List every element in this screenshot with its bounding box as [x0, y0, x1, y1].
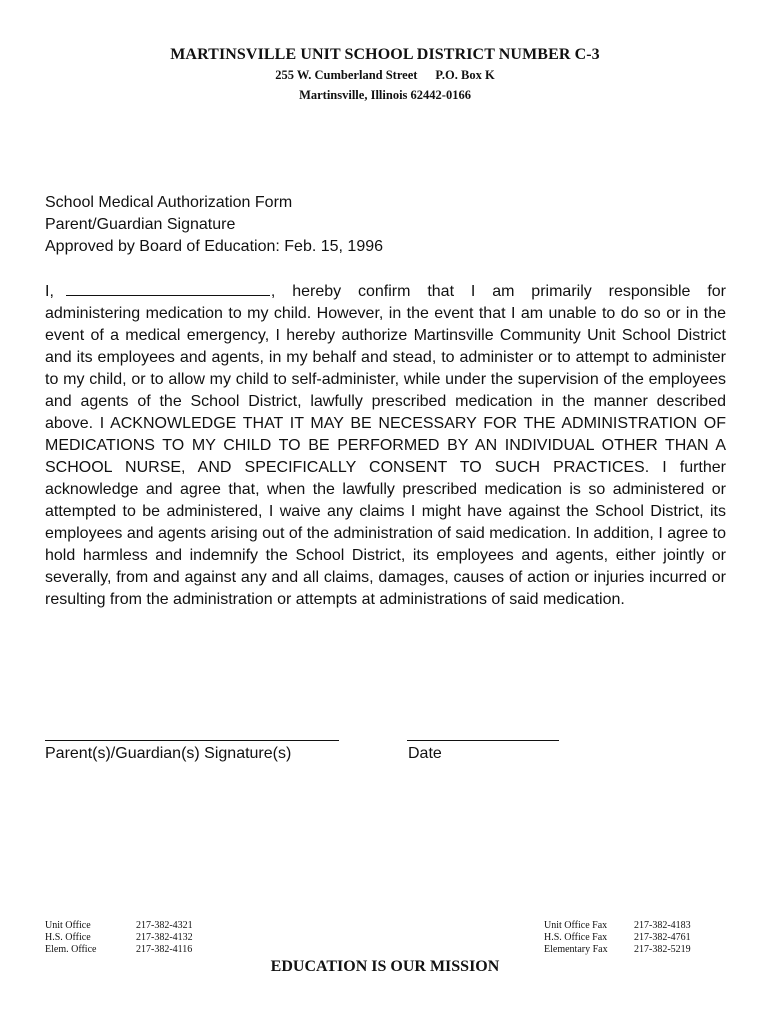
form-info	[45, 192, 383, 258]
city-state-zip: Martinsville, Illinois 62442-0166	[299, 88, 471, 102]
authorization-paragraph	[45, 280, 726, 611]
footer-phone: 217-382-4132	[136, 932, 193, 943]
footer-phone: 217-382-4116	[136, 944, 193, 955]
footer-fax-labels	[544, 920, 608, 956]
signature-label: Parent(s)/Guardian(s) Signature(s)	[45, 745, 292, 762]
parent-name-blank[interactable]	[66, 280, 270, 296]
form-subtitle: Parent/Guardian Signature	[45, 216, 236, 233]
footer-fax: 217-382-4761	[634, 932, 691, 943]
footer-fax-numbers	[634, 920, 691, 956]
footer-label: Elem. Office	[45, 944, 97, 955]
footer-label: Unit Office	[45, 920, 91, 931]
footer-label: Elementary Fax	[544, 944, 608, 955]
footer-office-labels	[45, 920, 96, 956]
street-address-line	[0, 67, 770, 84]
footer-label: H.S. Office	[45, 932, 91, 943]
footer-label: Unit Office Fax	[544, 920, 608, 931]
form-title: School Medical Authorization Form	[45, 194, 293, 211]
footer-fax: 217-382-5219	[634, 944, 691, 955]
date-label: Date	[408, 745, 442, 762]
footer-phone: 217-382-4321	[136, 920, 193, 931]
po-box: P.O. Box K	[435, 68, 495, 82]
street-address: 255 W. Cumberland Street	[275, 68, 418, 82]
footer-label: H.S. Office Fax	[544, 932, 608, 943]
footer-fax: 217-382-4183	[634, 920, 691, 931]
letterhead	[0, 46, 770, 104]
paragraph-lead: I,	[45, 283, 54, 300]
approval-line: Approved by Board of Education: Feb. 15, 1996	[45, 238, 384, 255]
date-line[interactable]	[407, 740, 559, 741]
signature-line[interactable]	[45, 740, 339, 741]
mission-statement: EDUCATION IS OUR MISSION	[270, 958, 500, 975]
district-name: MARTINSVILLE UNIT SCHOOL DISTRICT NUMBER C-3	[170, 46, 600, 63]
paragraph-text: , hereby confirm that I am primarily responsible for administering medication to my child. However, in the event that I am unable to do so or in the event of a medical emergency, I hereby authorize Martinsville Community Unit School District and its employees and agents, in my behalf and stead, to administer or to attempt to administer to my child, or to allow my child to self-administer, while under the supervision of the employees and agents of the School District, lawfully prescribed medication in the manner described above. I ACKNOWLEDGE THAT IT MAY BE NECESSARY FOR THE ADMINISTRATION OF MEDICATIONS TO MY CHILD TO BE PERFORMED BY AN INDIVIDUAL OTHER THAN A SCHOOL NURSE, AND SPECIFICALLY CONSENT TO SUCH PRACTICES. I further acknowledge and agree that, when the lawfully prescribed medication is so administered or attempted to be administered, I waive any claims I might have against the School District, its employees and agents arising out of the administration of said medication. In addition, I agree to hold harmless and indemnify the School District, its employees and agents, either jointly or severally, from and against any and all claims, damages, causes of action or injuries incurred or resulting from the administration or attempts at administrations of said medication.	[45, 283, 726, 608]
footer-office-numbers	[136, 920, 193, 956]
